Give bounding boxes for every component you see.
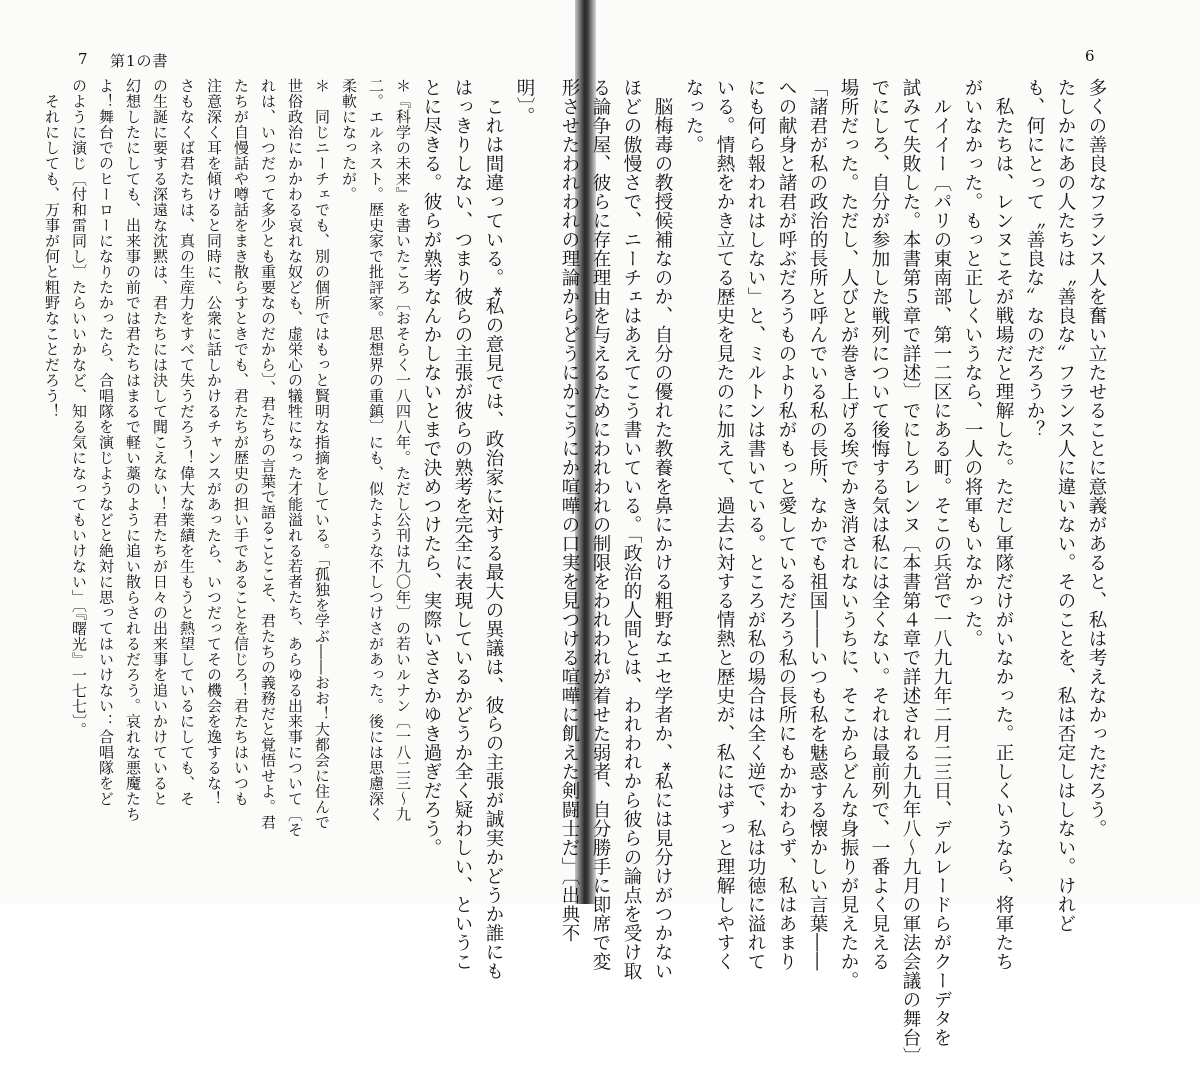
text-line: 注意深く耳を傾けると同時に、公衆に話しかけるチャンスがあったら、いつだってその機会を逸するな！ — [205, 78, 223, 807]
text-line: 「諸君が私の政治的長所と呼んでいる私の長所、なかでも祖国――いつも私を魅惑する懐かしい言葉―― — [807, 78, 828, 971]
text-line: これは間違っている。*私の意見では、政治家に対する最大の異議は、彼らの主張が誠実かどうか誰にも — [483, 78, 504, 981]
left-page-number: 7 — [78, 50, 89, 68]
text-line: 明〕。 — [514, 78, 535, 126]
text-line: 脳梅毒の教授候補なのか、自分の優れた教養を鼻にかける粗野なエセ学者か、*私には見分けがつかない — [652, 78, 673, 981]
text-line: る論争屋、彼らに存在理由を与えるためにわれわれの制限をわれわれが着せた弱者、自分勝手に即席で変 — [590, 78, 611, 971]
text-line: も、何にとって〝善良な〟なのだろうか？ — [1024, 78, 1045, 439]
text-line: ルイイー〔パリの東南部、第一二区にある町。そこの兵営で一八九九年二月二三日、デルレードらがクーデタを — [931, 78, 952, 1047]
text-line: よ！舞台でのヒーローになりたかったら、合唱隊を演じようなどと絶対に思ってはいけない：合唱隊をど — [97, 78, 115, 807]
text-line: にも何ら報われはしない」と、ミルトンは書いている。ところが私の場合は全く逆で、私は功徳に溢れて — [745, 78, 766, 971]
running-title: 第1の書 — [110, 52, 169, 70]
text-line: 試みて失敗した。本書第５章で詳述〕でにしろレンヌ〔本書第４章で詳述される九九年八〜九月の軍法会議の舞台〕 — [900, 78, 921, 1066]
text-line: でにしろ、自分が参加した戦列について後悔する気は私には全くない。それは最前列で、一番よく見える — [869, 78, 890, 971]
right-page-body-text — [554, 78, 1112, 1066]
text-line: たちが自慢話や噂話をまき散らすときでも、君たちが歴史の担い手であることを信じろ！君たちはいつも — [232, 78, 250, 807]
text-line: ＊ 同じニーチェでも、別の個所ではもっと賢明な指摘をしている。「孤独を学ぶ――おお！大都会に住んで — [313, 78, 331, 830]
text-line: はっきりしない、つまり彼らの主張が彼らの熟考を完全に表現しているかどうか全く疑わしい、というこ — [452, 78, 473, 971]
text-line: がいなかった。もっと正しくいうなら、一人の将軍もいなかった。 — [962, 78, 983, 648]
text-line: れは、いつだって多少とも重要なのだから〕、君たちの言葉で語ることこそ、君たちの義務だと覚悟せよ。君 — [259, 78, 277, 830]
text-line: 私たちは、レンヌこそが戦場だと理解した。ただし軍隊だけがいなかった。正しくいうなら、将軍たち — [993, 78, 1014, 971]
text-line: さもなくば君たちは、真の生産力をすべて失うだろう！偉大な業績を生もうと熱望しているにしても、そ — [178, 78, 196, 807]
text-line: たしかにあの人たちは〝善良な〟フランス人に違いない。そのことを、私は否定しはしない。けれど — [1055, 78, 1076, 933]
text-line: の生誕に要する深遠な沈黙は、君たちには決して聞こえない！君たちが日々の出来事を追いかけていると — [151, 78, 169, 807]
text-line: ＊『科学の未来』を書いたころ〔おそらく一八四八年。ただし公刊は九〇年〕の若いルナン〔一八二三〜九 — [394, 78, 412, 822]
text-line: 多くの善良なフランス人を奮い立たせることに意義があると、私は考えなかっただろう。 — [1086, 78, 1107, 838]
text-line: いる。情熱をかき立てる歴史を見たのに加えて、過去に対する情熱と歴史が、私にはずっと理解しやすく — [714, 78, 735, 971]
text-line: への献身と諸君が呼ぶだろうものより私がもっと愛しているだろう私の長所にもかかわらず、私はあまり — [776, 78, 797, 971]
text-line: ほどの傲慢さで、ニーチェはあえてこう書いている。「政治的人間とは、われわれから彼らの論点を受け取 — [621, 78, 642, 981]
text-line: 場所だった。ただし、人びとが巻き上げる埃でかき消されないうちに、そこからどんな身振りが見えたか。 — [838, 78, 859, 990]
text-line: 柔軟になったが。 — [340, 78, 358, 202]
text-line: それにしても、万事が何と粗野なことだろう！ — [43, 78, 61, 419]
text-line: のように演じ〔付和雷同し〕たらいいかなど、知る気になってもいけない」〔『曙光』一七七〕。 — [70, 78, 88, 738]
text-line: 形させたわれわれの理論からどうにかこうにか喧嘩の口実を見つける喧嘩に飢えた剣闘士だ」〔出典不 — [559, 78, 580, 943]
left-page-body-text — [38, 78, 540, 981]
text-line: 世俗政治にかかわる哀れな奴ども、虚栄心の犠牲になった才能溢れる若者たち、あらゆる出来事について〔そ — [286, 78, 304, 838]
text-line: とに尽きる。彼らが熟考なんかしないとまで決めつけたら、実際いささかゆき過ぎだろう。 — [421, 78, 442, 857]
right-page-number: 6 — [1085, 47, 1096, 65]
text-line: 幻想したにしても、出来事の前では君たちはまるで軽い藁のように追い散らされるだろう。哀れな悪魔たち — [124, 78, 142, 822]
text-line: 二。エルネスト。歴史家で批評家。思想界の重鎮〕にも、似たような不しつけさがあった。後には思慮深く — [367, 78, 385, 822]
text-line: なった。 — [683, 78, 704, 154]
